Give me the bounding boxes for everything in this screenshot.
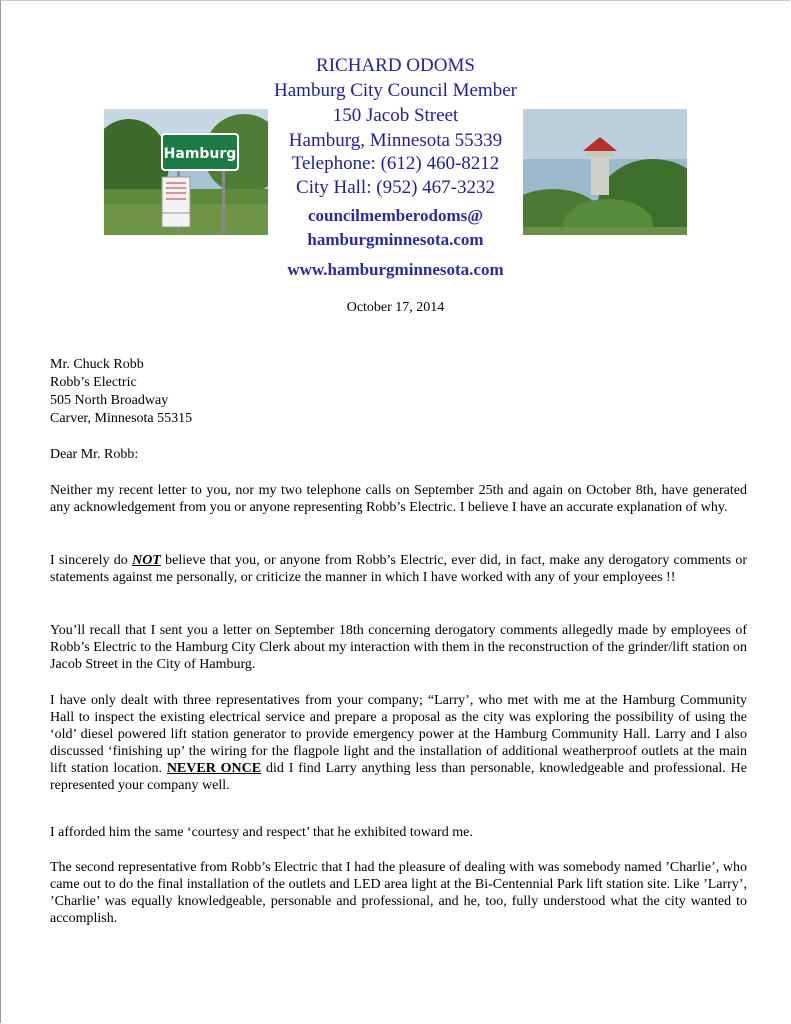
paragraph-6: The second representative from Robb’s Electric that I had the pleasure of dealing with was somebody named ’Charlie’, who came out to do the final installation of the outlets and LED area light at the Bi-Centennial Park lift station site. Like ’Larry’, ’Charlie’ was equally knowledgeable, personable and professional, and he, too, fully understood what the city wanted to accomplish. <box>50 860 747 926</box>
sender-telephone: Telephone: (612) 460-8212 <box>291 153 500 174</box>
paragraph-4 <box>50 692 747 794</box>
sender-street: 150 Jacob Street <box>332 105 459 126</box>
sender-city: Hamburg, Minnesota 55339 <box>288 130 503 151</box>
hamburg-sign-photo <box>104 109 268 235</box>
sender-email-line2: hamburgminnesota.com <box>307 230 484 249</box>
recipient-company: Robb’s Electric <box>50 375 137 390</box>
recipient-address <box>50 356 747 428</box>
paragraph-2 <box>50 552 747 586</box>
letter-date: October 17, 2014 <box>346 300 445 315</box>
paragraph-2-emphasis: NOT <box>132 553 161 568</box>
salutation: Dear Mr. Robb: <box>50 447 139 462</box>
paragraph-3: You’ll recall that I sent you a letter on September 18th concerning derogatory comments allegedly made by employees of Robb’s Electric to the Hamburg City Clerk about my interaction with them in the reconstruction of the grinder/lift station on Jacob Street in the City of Hamburg. <box>50 623 747 672</box>
paragraph-2-end: believe that you, or anyone from Robb’s Electric, ever did, in fact, make any derogatory comments or statements against me personally, or criticize the manner in which I have worked with any of your employees !! <box>50 553 747 585</box>
sender-email-line1: councilmemberodoms@ <box>307 206 484 225</box>
water-tower-photo <box>523 109 687 235</box>
paragraph-2-start: I sincerely do <box>50 553 133 568</box>
recipient-name: Mr. Chuck Robb <box>50 357 144 372</box>
paragraph-4-emphasis: NEVER ONCE <box>166 761 262 776</box>
sender-name: RICHARD ODOMS <box>316 55 475 76</box>
paragraph-1: Neither my recent letter to you, nor my two telephone calls on September 25th and again on October 8th, have generated any acknowledgement from you or anyone representing Robb’s Electric. I believe I have an accurate explanation of why. <box>50 483 747 515</box>
sign-text: Hamburg <box>163 146 237 162</box>
paragraph-5: I afforded him the same ‘courtesy and respect’ that he exhibited toward me. <box>50 825 473 840</box>
paragraph-4-end: did I find Larry anything less than personable, knowledgeable and professional. He represented your company well. <box>50 761 747 793</box>
sender-title: Hamburg City Council Member <box>274 80 517 101</box>
paragraph-4-start: I have only dealt with three representatives from your company; “Larry’, who met with me at the Hamburg Community Hall to inspect the existing electrical service and prepare a proposal as the city was exploring the possibility of using the ‘old’ diesel powered lift station generator to provide emergency power at the Hamburg Community Hall. Larry and I also discussed ‘finishing up’ the wiring for the flagpole light and the installation of additional weatherproof outlets at the main lift station location. <box>50 693 747 776</box>
recipient-street: 505 North Broadway <box>50 393 169 408</box>
sender-city-hall: City Hall: (952) 467-3232 <box>296 177 495 198</box>
recipient-city: Carver, Minnesota 55315 <box>50 411 193 426</box>
sender-website: www.hamburgminnesota.com <box>287 260 504 279</box>
